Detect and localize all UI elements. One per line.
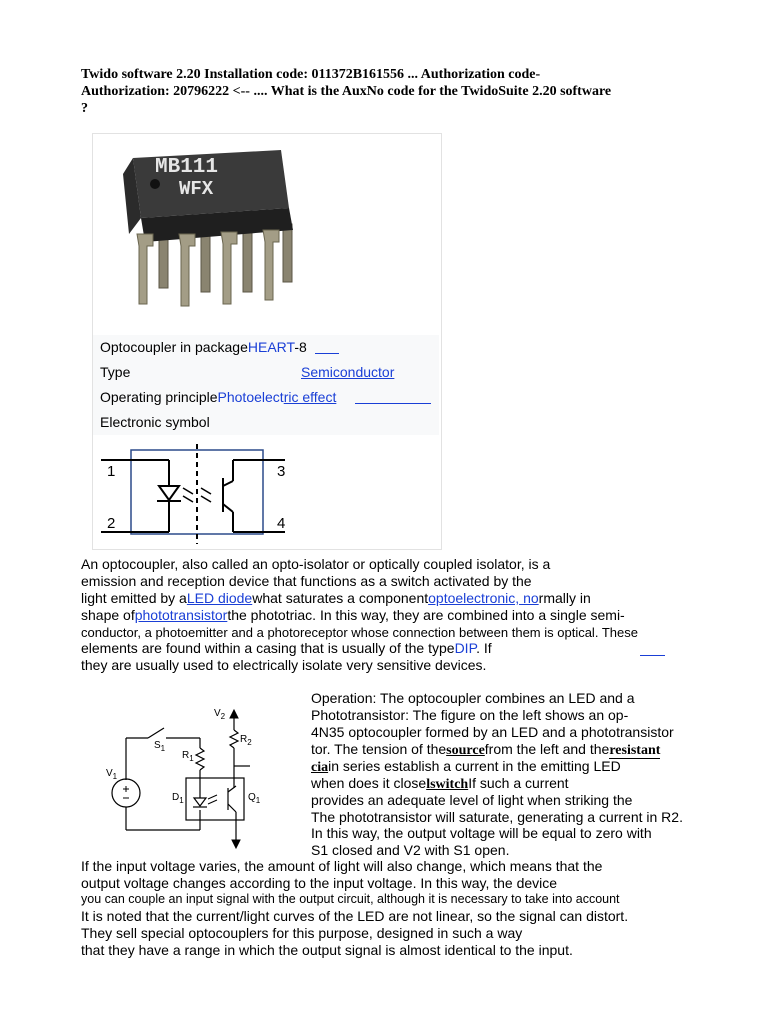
chip-marking-line-2: WFX: [179, 178, 214, 200]
intro-line-6: [81, 640, 492, 657]
v2-label: $V_2$: [214, 708, 226, 721]
operation-line-9: In this way, the output voltage will be equal to zero with: [311, 825, 652, 841]
infobox-row-package: [93, 335, 439, 360]
d1-label: $D_1$: [172, 792, 184, 805]
operation-line-5-text-b: in series establish a current in the emitting LED: [328, 758, 621, 774]
principle-underline: [355, 403, 431, 404]
optocoupler-electronic-symbol: [93, 436, 439, 548]
r1-label: $R_1$: [182, 750, 194, 763]
led-diode-link[interactable]: LED diode: [186, 590, 253, 606]
package-underline: [315, 353, 339, 354]
operation-line-6-text-c: If such a current: [468, 775, 569, 791]
operation-line-4-text-a: tor. The tension of the: [311, 741, 447, 757]
operation-line-4-text-c: from the left and the: [484, 741, 610, 757]
package-suffix: -8: [294, 339, 307, 355]
intro-line-6-text-a: elements are found within a casing that is usually of the type: [81, 640, 455, 656]
operation-line-6-text-a: when does it close: [311, 775, 427, 791]
type-label: Type: [100, 364, 131, 380]
heading-line-3: ?: [81, 101, 88, 116]
optocoupler-chip-photo: [93, 134, 439, 334]
operation-line-10: S1 closed and V2 with S1 open.: [311, 842, 510, 858]
pin-2-label: 2: [107, 515, 116, 532]
operation-line-4: [311, 741, 660, 759]
intro-line-2: emission and reception device that functions as a switch activated by the: [81, 573, 532, 589]
pin-3-label: 3: [277, 463, 286, 480]
source-term: source: [446, 743, 485, 758]
v1-label: $V_1$: [106, 768, 118, 781]
principle-label: Operating principle: [100, 389, 218, 405]
intro-line-5: conductor, a photoemitter and a photoreceptor whose connection between them is optical. These: [81, 625, 638, 640]
intro-line-4-text-c: the phototriac. In this way, they are combined into a single semi-: [227, 607, 625, 623]
s1-label: $S_1$: [154, 740, 166, 753]
operation-line-2: Phototransistor: The figure on the left shows an op-: [311, 707, 629, 723]
type-value-link[interactable]: Semiconductor: [301, 364, 395, 380]
intro-line-3-text-c: what saturates a component: [252, 590, 429, 606]
heading-line-2: Authorization: 20796222 <-- .... What is the AuxNo code for the TwidoSuite 2.20 software: [81, 84, 612, 99]
phototransistor-link[interactable]: phototransistor: [134, 607, 228, 623]
resistant-term: resistant: [609, 743, 661, 758]
principle-link-b[interactable]: ric effect: [283, 389, 337, 405]
optocoupler-circuit-diagram: [100, 700, 306, 866]
intro-line-3: [81, 590, 591, 607]
operation-line-7: provides an adequate level of light when striking the: [311, 792, 633, 808]
intro-line-3-text-a: light emitted by a: [81, 590, 187, 606]
operation-line-1: Operation: The optocoupler combines an LED and a: [311, 690, 635, 706]
infobox-row-principle: [93, 385, 439, 410]
operation-line-8: The phototransistor will saturate, generating a current in R2.: [311, 809, 683, 825]
closing-line-3: you can couple an input signal with the output circuit, although it is necessary to take into account: [81, 892, 620, 906]
principle-link-a[interactable]: Photoelect: [217, 389, 284, 405]
cia-term: cia: [311, 760, 329, 775]
chip-marking-line-1: MB111: [155, 156, 219, 179]
operation-line-5: [311, 758, 621, 776]
switch-term: lswitch: [426, 777, 469, 792]
r2-label: $R_2$: [240, 734, 252, 747]
dip-link[interactable]: DIP: [454, 640, 477, 656]
closing-line-1: If the input voltage varies, the amount of light will also change, which means that the: [81, 858, 603, 874]
infobox-row-symbol: [93, 410, 439, 435]
operation-line-6: [311, 775, 569, 793]
pin-4-label: 4: [277, 515, 286, 532]
closing-line-6: that they have a range in which the output signal is almost identical to the input.: [81, 942, 573, 958]
closing-line-4: It is noted that the current/light curves of the LED are not linear, so the signal can distort.: [81, 908, 629, 924]
pin-1-label: 1: [107, 463, 116, 480]
intro-line-3-text-e: rmally in: [538, 590, 591, 606]
closing-line-2: output voltage changes according to the input voltage. In this way, the device: [81, 875, 558, 891]
intro-line-4: [81, 607, 625, 624]
empty-link-underline[interactable]: [640, 655, 665, 656]
document-heading: [81, 66, 681, 117]
operation-line-3: 4N35 optocoupler formed by an LED and a phototransistor: [311, 724, 674, 740]
intro-line-1: An optocoupler, also called an opto-isolator or optically coupled isolator, is a: [81, 556, 551, 572]
package-label: Optocoupler in package: [100, 339, 248, 355]
heading-line-1: Twido software 2.20 Installation code: 011372B161556 ... Authorization code-: [81, 67, 541, 82]
package-link[interactable]: HEART: [247, 339, 295, 355]
infobox-row-type: [93, 360, 439, 385]
symbol-label: Electronic symbol: [100, 414, 210, 430]
q1-label: $Q_1$: [248, 792, 261, 805]
intro-line-6-text-c: . If: [476, 640, 492, 656]
optoelectronic-link[interactable]: optoelectronic, no: [428, 590, 539, 606]
intro-line-4-text-a: shape of: [81, 607, 135, 623]
intro-line-7: they are usually used to electrically isolate very sensitive devices.: [81, 657, 487, 673]
closing-line-5: They sell special optocouplers for this purpose, designed in such a way: [81, 925, 523, 941]
